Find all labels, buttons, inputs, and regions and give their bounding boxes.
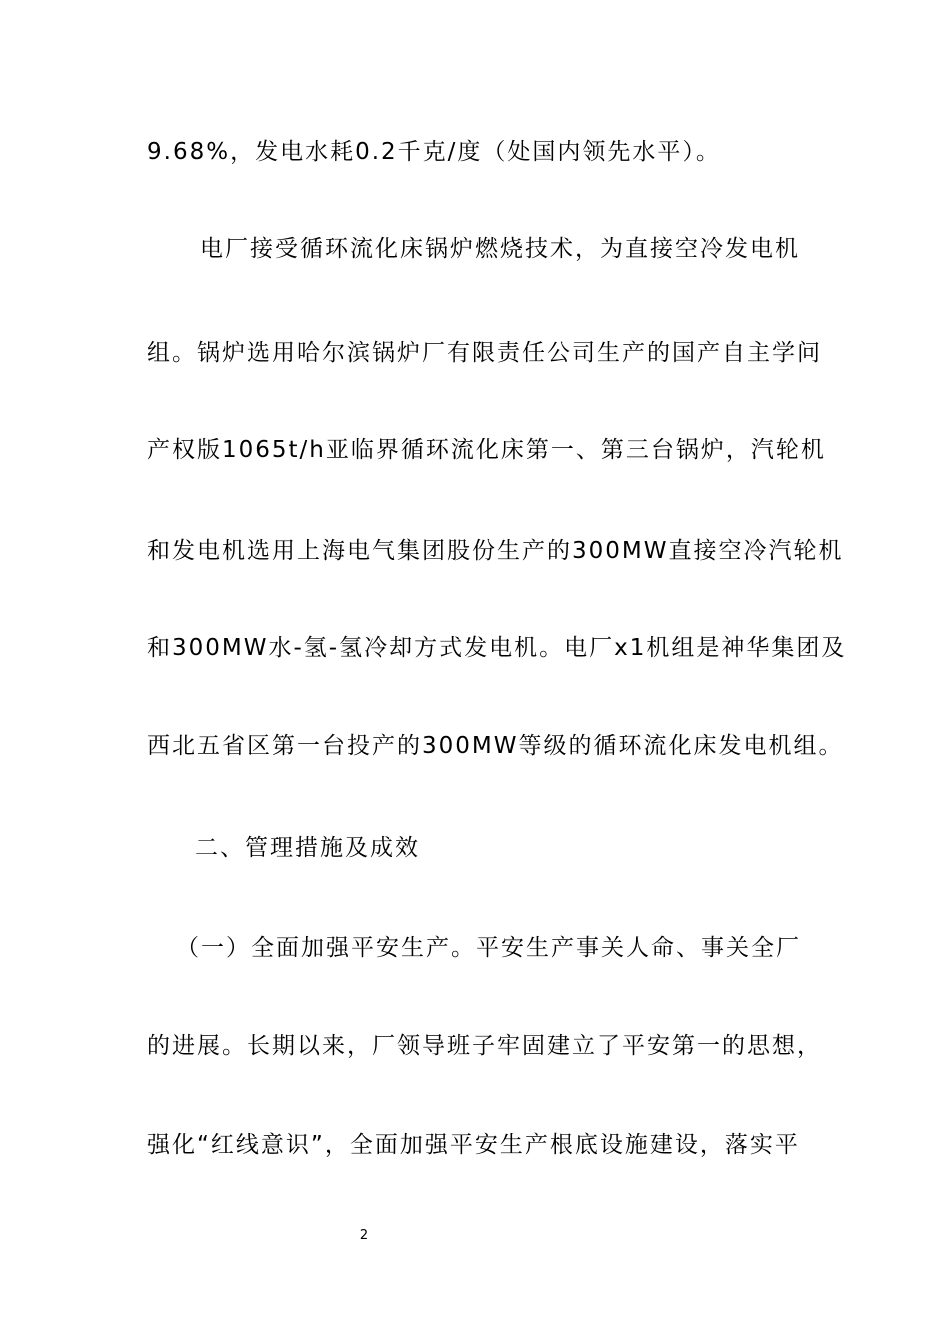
paragraph-line: 和发电机选用上海电气集团股份生产的300MW直接空冷汽轮机 bbox=[147, 538, 844, 564]
paragraph-line: （一）全面加强平安生产。平安生产事关人命、事关全厂 bbox=[176, 935, 801, 961]
section-heading: 二、管理措施及成效 bbox=[195, 835, 420, 861]
paragraph-line: 电厂接受循环流化床锅炉燃烧技术，为直接空冷发电机 bbox=[200, 236, 800, 262]
paragraph-line: 西北五省区第一台投产的300MW等级的循环流化床发电机组。 bbox=[147, 733, 844, 759]
paragraph-line: 强化“红线意识”，全面加强平安生产根底设施建设，落实平 bbox=[147, 1132, 800, 1158]
paragraph-line: 的进展。长期以来，厂领导班子牢固建立了平安第一的思想， bbox=[147, 1033, 822, 1059]
paragraph-line: 组。锅炉选用哈尔滨锅炉厂有限责任公司生产的国产自主学问 bbox=[147, 340, 822, 366]
page-number: 2 bbox=[359, 1228, 369, 1243]
paragraph-line: 9.68%，发电水耗0.2千克/度（处国内领先水平）。 bbox=[147, 139, 721, 165]
paragraph-line: 产权版1065t/h亚临界循环流化床第一、第三台锅炉，汽轮机 bbox=[147, 437, 826, 463]
paragraph-line: 和300MW水-氢-氢冷却方式发电机。电厂x1机组是神华集团及 bbox=[147, 635, 847, 661]
